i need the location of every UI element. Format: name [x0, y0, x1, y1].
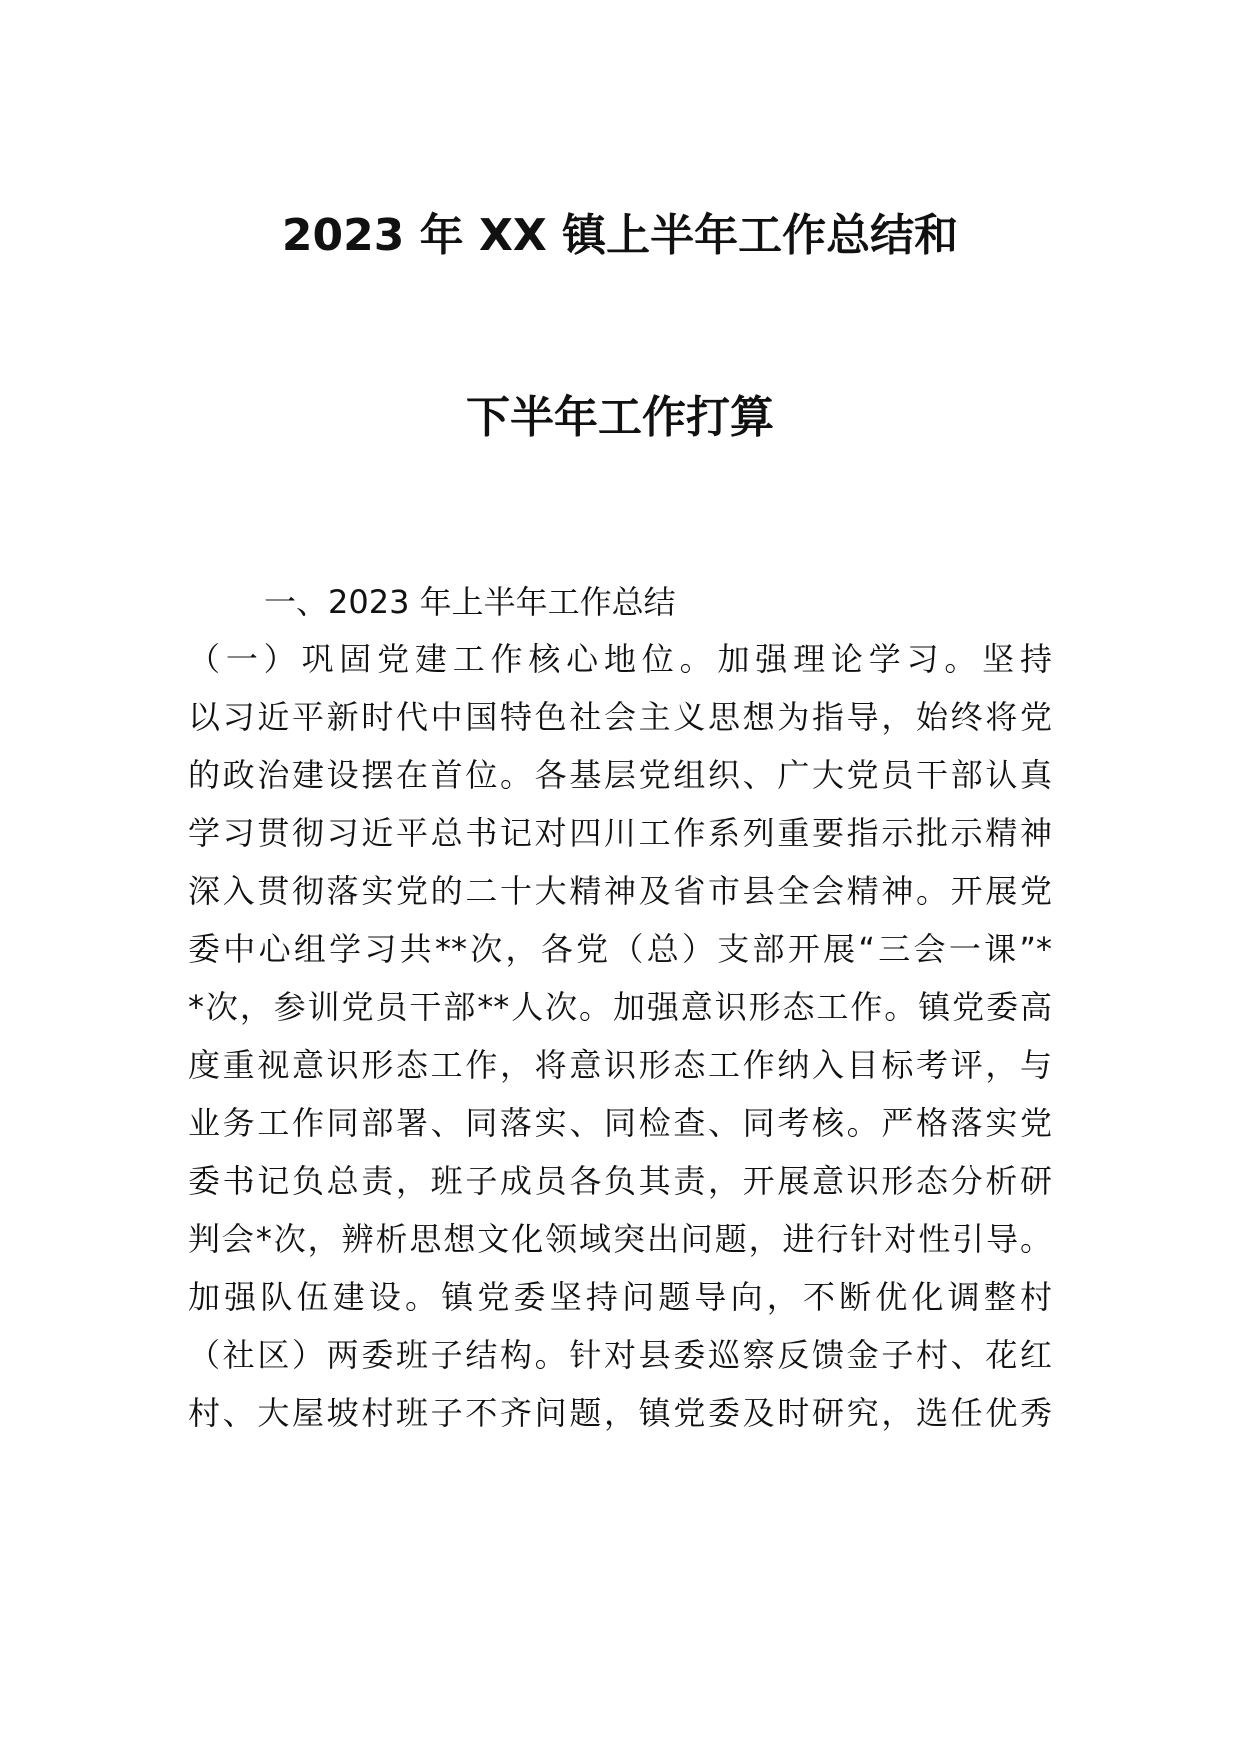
paragraph-line-12: 加强队伍建设。镇党委坚持问题导向，不断优化调整村	[188, 1278, 1052, 1316]
document-title-line-2: 下半年工作打算	[466, 392, 774, 443]
section-heading: 一、2023 年上半年工作总结	[264, 583, 676, 621]
document-title-line-1: 2023 年 XX 镇上半年工作总结和	[281, 210, 959, 261]
paragraph-line-1: （一）巩固党建工作核心地位。加强理论学习。坚持	[188, 640, 1052, 678]
paragraph-line-5: 深入贯彻落实党的二十大精神及省市县全会精神。开展党	[188, 872, 1052, 910]
paragraph-line-14: 村、大屋坡村班子不齐问题，镇党委及时研究，选任优秀	[188, 1394, 1052, 1432]
paragraph-line-4: 学习贯彻习近平总书记对四川工作系列重要指示批示精神	[188, 814, 1052, 852]
paragraph-line-2: 以习近平新时代中国特色社会主义思想为指导，始终将党	[188, 698, 1052, 736]
paragraph-line-13: （社区）两委班子结构。针对县委巡察反馈金子村、花红	[188, 1336, 1052, 1374]
paragraph-line-8: 度重视意识形态工作，将意识形态工作纳入目标考评，与	[188, 1046, 1052, 1084]
paragraph-line-10: 委书记负总责，班子成员各负其责，开展意识形态分析研	[188, 1162, 1052, 1200]
paragraph-line-9: 业务工作同部署、同落实、同检查、同考核。严格落实党	[188, 1104, 1052, 1142]
paragraph-line-7: *次，参训党员干部**人次。加强意识形态工作。镇党委高	[188, 988, 1052, 1026]
paragraph-line-3: 的政治建设摆在首位。各基层党组织、广大党员干部认真	[188, 756, 1052, 794]
paragraph-line-11: 判会*次，辨析思想文化领域突出问题，进行针对性引导。	[188, 1220, 1052, 1258]
paragraph-line-6: 委中心组学习共**次，各党（总）支部开展“三会一课”*	[188, 930, 1052, 968]
